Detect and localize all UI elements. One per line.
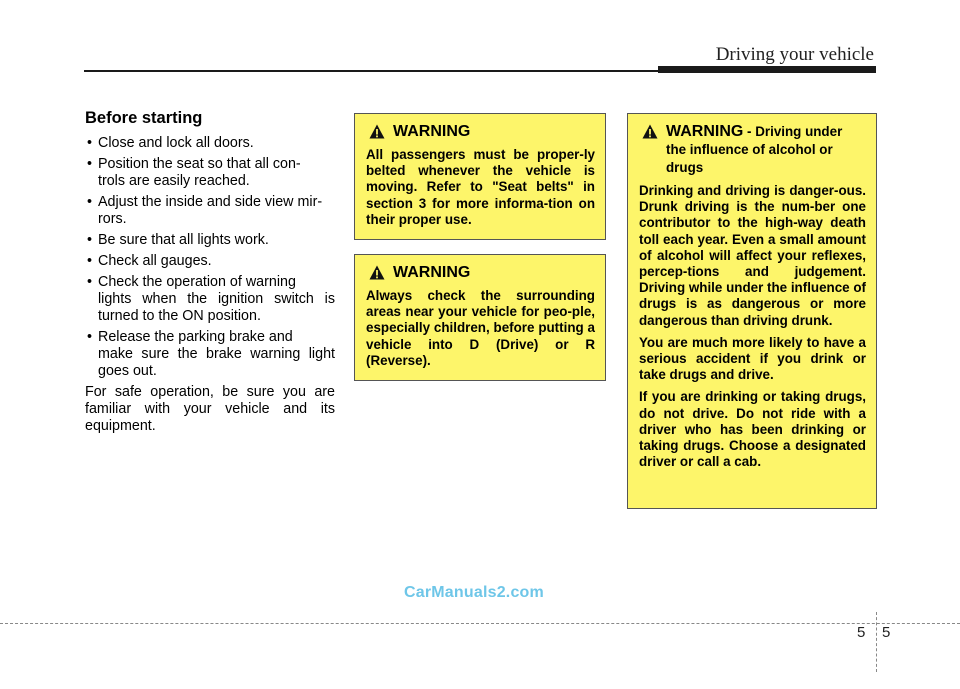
warning-title <box>639 123 866 177</box>
list-item-text-cont: lights when the ignition switch is turned to the ON position. <box>98 291 335 324</box>
warning-box-surroundings <box>354 254 606 381</box>
list-item <box>85 253 335 270</box>
warning-title-text: WARNING <box>393 123 471 140</box>
chapter-number: 5 <box>857 624 866 641</box>
warning-triangle-icon <box>642 124 658 139</box>
warning-subtitle: - Driving under the influence of alcohol or drugs <box>666 124 843 175</box>
list-item <box>85 274 335 325</box>
list-item <box>85 329 335 380</box>
footer-divider <box>0 623 960 624</box>
warning-text: If you are drinking or taking drugs, do not drive. Do not ride with a driver who has been drinking or taking drugs. Choose a designated driver or call a cab. <box>639 389 866 470</box>
page-number-divider <box>876 612 877 672</box>
checklist <box>85 135 335 380</box>
list-item-text-cont: trols are easily reached. <box>98 173 250 189</box>
warning-title-text: WARNING <box>666 123 744 140</box>
warning-text: All passengers must be proper-ly belted whenever the vehicle is moving. Refer to "Seat belts" in section 3 for more informa-tion on their proper use. <box>366 147 595 227</box>
list-item <box>85 156 335 190</box>
list-item-text: • Be sure that all lights work. <box>98 232 269 248</box>
warning-box-seat-belts <box>354 113 606 240</box>
list-item-text-cont: make sure the brake warning light goes out. <box>98 346 335 379</box>
section-paragraph: For safe operation, be sure you are familiar with your vehicle and its equipment. <box>85 384 335 434</box>
warning-text: You are much more likely to have a serious accident if you drink or take drugs and drive. <box>639 334 866 383</box>
before-starting-section <box>85 110 335 435</box>
list-item-text: • Release the parking brake and <box>98 329 293 345</box>
warning-text: Drinking and driving is danger-ous. Drunk driving is the num-ber one contributor to the high-way death toll each year. Even a small amount of alcohol will affect your reflexes, percep-tions and judgement. Driving while under the influence of drugs is as dangerous or more dangerous than driving drunk. <box>639 183 866 328</box>
warning-triangle-icon <box>369 265 385 280</box>
list-item-text: • Adjust the inside and side view mir- <box>98 194 323 210</box>
page-header-title: Driving your vehicle <box>715 44 874 65</box>
warning-title <box>366 123 595 141</box>
list-item-text: • Check all gauges. <box>98 253 212 269</box>
header-rule-thin <box>84 70 664 72</box>
list-item-text: • Check the operation of warning <box>98 274 296 290</box>
page-number: 5 <box>882 624 891 641</box>
warning-title-text: WARNING <box>393 264 471 281</box>
list-item <box>85 232 335 249</box>
header-rule-thick <box>658 66 876 73</box>
warning-box-alcohol-drugs <box>627 113 877 509</box>
warning-title <box>366 264 595 282</box>
watermark-logo: CarManuals2.com <box>404 584 544 601</box>
warning-text: Always check the surrounding areas near your vehicle for peo-ple, especially children, before putting a vehicle into D (Drive) or R (Reverse). <box>366 288 595 368</box>
list-item <box>85 135 335 152</box>
list-item-text: • Position the seat so that all con- <box>98 156 301 172</box>
section-heading: Before starting <box>85 109 203 127</box>
list-item <box>85 194 335 228</box>
warning-triangle-icon <box>369 124 385 139</box>
list-item-text: • Close and lock all doors. <box>98 135 254 151</box>
list-item-text-cont: rors. <box>98 211 127 227</box>
